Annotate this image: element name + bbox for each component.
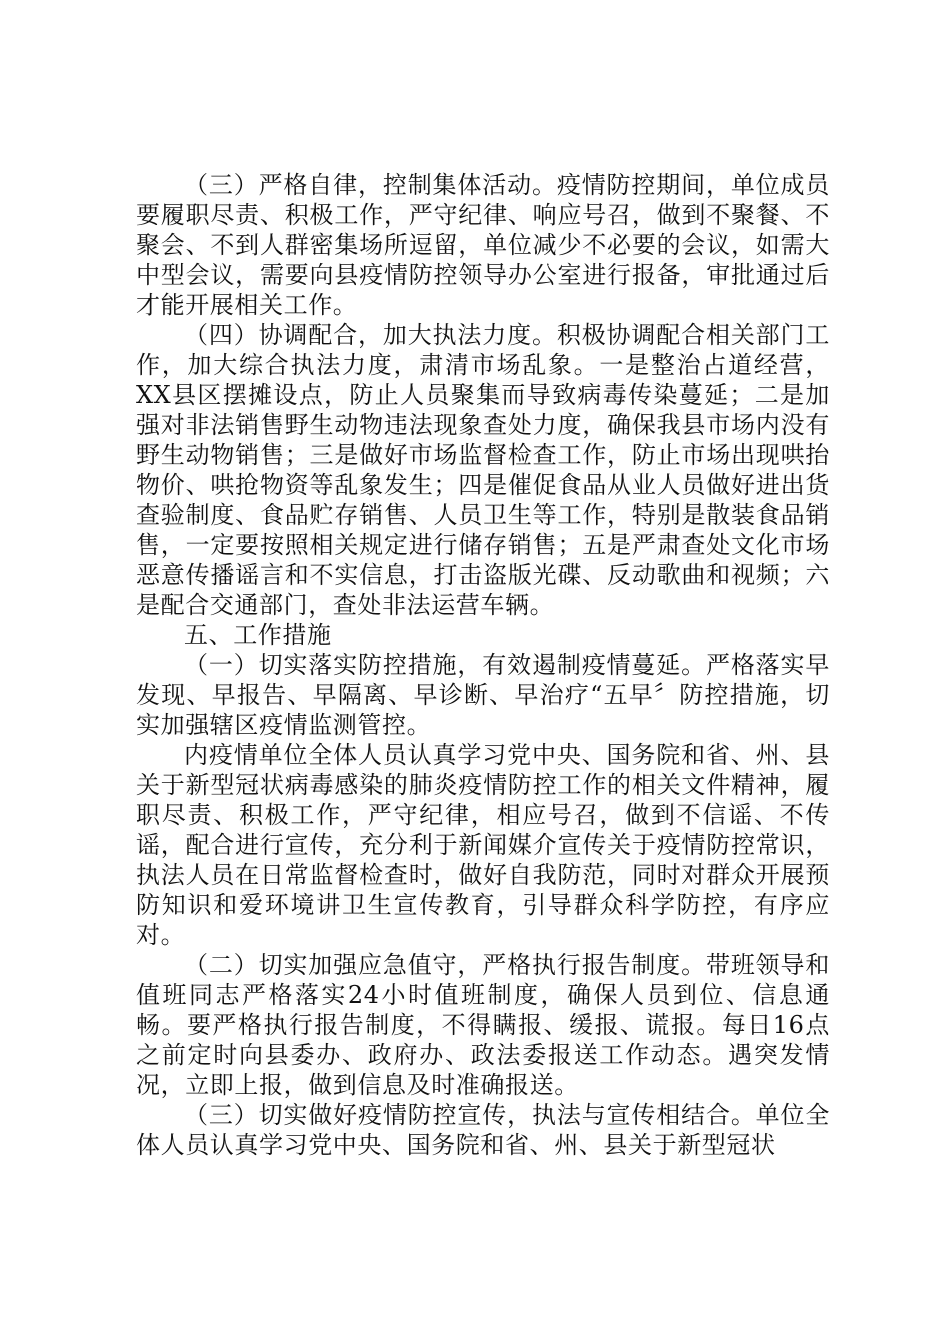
section-heading-work-measures: 五、工作措施: [184, 621, 332, 649]
paragraph-coordination: （四）协调配合，加大执法力度。积极协调配合相关部门工作，加大综合执法力度，肃清市场乱象。一是整治占道经营，XX县区摆摊设点，防止人员聚集而导致病毒传染蔓延；二是加强对非法销售野生动物违法现象查处力度，确保我县市场内没有野生动物销售；三是做好市场监督检查工作，防止市场出现哄抬物价、哄抢物资等乱象发生；四是催促食品从业人员做好进出货查验制度、食品贮存销售、人员卫生等工作，特别是散装食品销售，一定要按照相关规定进行储存销售；五是严肃查处文化市场恶意传播谣言和不实信息，打击盗版光碟、反动歌曲和视频；六是配合交通部门，查处非法运营车辆。: [136, 321, 830, 619]
paragraph-emergency-duty: （二）切实加强应急值守，严格执行报告制度。带班领导和值班同志严格落实24小时值班制度，确保人员到位、信息通畅。要严格执行报告制度，不得瞒报、缓报、谎报。每日16点之前定时向县委办、政府办、政法委报送工作动态。遇突发情况，立即上报，做到信息及时准确报送。: [136, 951, 830, 1099]
paragraph-study-documents: 内疫情单位全体人员认真学习党中央、国务院和省、州、县关于新型冠状病毒感染的肺炎疫情防控工作的相关文件精神，履职尽责、积极工作，严守纪律，相应号召，做到不信谣、不传谣，配合进行宣传，充分利于新闻媒介宣传关于疫情防控常识，执法人员在日常监督检查时，做好自我防范，同时对群众开展预防知识和爱环境讲卫生宣传教育，引导群众科学防控，有序应对。: [136, 741, 830, 949]
document-page: [136, 170, 830, 1160]
paragraph-self-discipline: （三）严格自律，控制集体活动。疫情防控期间，单位成员要履职尽责、积极工作，严守纪律、响应号召，做到不聚餐、不聚会、不到人群密集场所逗留，单位减少不必要的会议，如需大中型会议，需要向县疫情防控领导办公室进行报备，审批通过后才能开展相关工作。: [136, 171, 830, 319]
paragraph-publicity: （三）切实做好疫情防控宣传，执法与宣传相结合。单位全体人员认真学习党中央、国务院和省、州、县关于新型冠状: [136, 1101, 830, 1159]
paragraph-prevention-measures: （一）切实落实防控措施，有效遏制疫情蔓延。严格落实早发现、早报告、早隔离、早诊断、早治疗“五早〞防控措施，切实加强辖区疫情监测管控。: [136, 651, 830, 739]
